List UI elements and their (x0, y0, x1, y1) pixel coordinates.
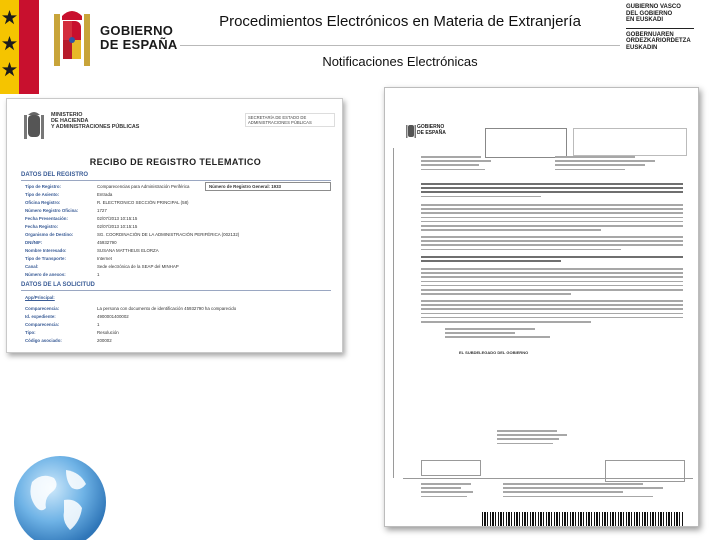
row-key: Canal: (25, 264, 39, 269)
organism-code-box (573, 128, 687, 156)
text-line (421, 187, 683, 189)
text-line (421, 244, 683, 246)
gobierno-espana-wordmark (100, 24, 178, 52)
delegacion-line: EUSKADIN (626, 44, 658, 51)
resolution-paragraph (421, 268, 683, 297)
text-line (421, 212, 683, 214)
delegacion-line: ORDEZKARIORDETZA (626, 38, 691, 45)
row-key: Fecha Presentación: (25, 216, 68, 221)
registro-row (25, 239, 117, 247)
row-value: 1 (97, 322, 100, 327)
section-divider (21, 290, 331, 291)
row-key: Comparecencia: (25, 322, 60, 327)
row-value: 45932790 (97, 240, 117, 245)
text-line (421, 300, 683, 302)
row-key: Número de anexos: (25, 272, 66, 277)
text-line (421, 268, 683, 270)
row-key: Tipo: (25, 330, 36, 335)
solicitud-row (25, 329, 119, 337)
gobierno-line2: DE ESPAÑA (100, 37, 178, 52)
header-divider (180, 45, 620, 46)
delegacion-block-eu (626, 32, 718, 52)
text-line (421, 285, 683, 287)
website-box (421, 460, 481, 476)
footer-right (503, 483, 673, 500)
text-line (421, 249, 621, 251)
text-line (421, 491, 473, 493)
ministry-line: DE HACIENDA (51, 118, 89, 124)
ministry-line: Y ADMINISTRACIONES PÚBLICAS (51, 124, 140, 130)
row-value: 1 (97, 272, 100, 277)
recipient-block (555, 156, 675, 173)
text-line (421, 313, 683, 315)
gobierno-emblem-icon (405, 122, 417, 140)
row-value: R. ELECTRONICO SECCIÓN PRINCIPAL (58) (97, 200, 189, 205)
ministry-name (51, 112, 139, 130)
registro-row (25, 183, 190, 191)
text-line (497, 434, 567, 436)
registro-row (25, 223, 137, 231)
text-line (421, 164, 479, 166)
row-key: Código asociado: (25, 338, 62, 343)
text-line (421, 160, 491, 162)
text-line (421, 293, 571, 295)
footer-left (421, 483, 491, 500)
text-line (555, 156, 635, 158)
text-line (421, 217, 683, 219)
text-line (555, 164, 645, 166)
row-value: 02/07/2013 10:15:15 (97, 224, 138, 229)
vertical-validation-text (391, 148, 397, 478)
resolucion-document (384, 87, 699, 527)
row-value: Resolución (97, 330, 119, 335)
text-line (503, 487, 663, 489)
registro-row (25, 247, 159, 255)
star-icon (2, 10, 17, 25)
star-icon (2, 36, 17, 51)
text-line (503, 491, 623, 493)
text-line (445, 328, 535, 330)
row-key: Número Registro Oficina: (25, 208, 79, 213)
solicitud-row (25, 305, 236, 313)
text-line (421, 240, 683, 242)
solicitud-row (25, 313, 129, 321)
secretaria-line: SECRETARÍA DE ESTADO DE (248, 115, 307, 120)
text-line (421, 191, 683, 193)
ministry-emblem-icon (21, 109, 47, 143)
row-value: 1727 (97, 208, 107, 213)
page-title: Procedimientos Electrónicos en Materia de Extranjería (219, 13, 581, 30)
app-principal-label: App/Principal: (25, 295, 55, 300)
row-value: 200002 (97, 338, 112, 343)
delegacion-line: GUBIERNO VASCO (626, 4, 681, 10)
text-line (421, 156, 481, 158)
text-line (421, 221, 683, 223)
row-key: Oficina Registro: (25, 200, 61, 205)
registro-row (25, 231, 239, 239)
text-line (421, 204, 683, 206)
text-line (555, 169, 625, 171)
text-line (497, 430, 557, 432)
text-line (421, 256, 683, 258)
text-line (421, 483, 471, 485)
text-line (445, 336, 550, 338)
text-line (421, 169, 485, 171)
text-line (421, 281, 683, 283)
logo-divider (626, 28, 694, 29)
ministry-line: MINISTERIO (51, 112, 83, 118)
delegacion-logos (626, 4, 718, 52)
row-value: Internet (97, 256, 112, 261)
text-line (421, 487, 461, 489)
text-line (421, 289, 683, 291)
resolution-paragraph (421, 256, 683, 264)
delegacion-line: EN EUSKADI (626, 17, 664, 24)
resolution-paragraph (421, 183, 683, 200)
row-key: Fecha Registro: (25, 224, 59, 229)
text-line (503, 496, 653, 498)
text-line (421, 208, 683, 210)
row-key: DNI/NIF: (25, 240, 43, 245)
gobierno-wordmark (417, 125, 446, 136)
text-line (421, 225, 683, 227)
text-line (421, 496, 467, 498)
delegacion-line: GOBERNUAREN (626, 31, 674, 38)
section-heading-registro: DATOS DEL REGISTRO (21, 172, 89, 178)
signature-line: EL SUBDELEGADO DEL GOBIERNO (459, 350, 529, 355)
text-line (393, 148, 394, 478)
row-value: SG. COORDINACIÓN DE LA ADMINISTRACIÓN PERIFÉRICA (002132) (97, 232, 240, 237)
page-subtitle: Notificaciones Electrónicas (322, 54, 478, 69)
row-value: Entrada (97, 192, 113, 197)
text-line (421, 236, 683, 238)
resolution-paragraph (421, 300, 683, 325)
barcode (482, 512, 684, 526)
text-line (421, 308, 683, 310)
text-line (503, 483, 643, 485)
star-icon (2, 62, 17, 77)
text-line (421, 304, 683, 306)
recibo-title: RECIBO DE REGISTRO TELEMATICO (89, 157, 262, 167)
registro-row (25, 263, 179, 271)
text-line (445, 332, 515, 334)
text-line (421, 317, 683, 319)
registro-number-box: Número de Registro General: 1933 (205, 182, 331, 191)
row-key: Tipo de Asiento: (25, 192, 60, 197)
gobierno-line: GOBIERNO (417, 124, 445, 130)
text-line (421, 183, 683, 185)
registro-row (25, 255, 112, 263)
secretaria-box (245, 113, 335, 127)
row-value: Sede electrónica de la SEAP del MINHAP (97, 264, 179, 269)
registro-row (25, 191, 112, 199)
section-heading-solicitud: DATOS DE LA SOLICITUD (21, 282, 95, 288)
bullet-list (445, 328, 565, 341)
globe-icon (10, 452, 110, 540)
resolution-paragraph (421, 236, 683, 253)
spain-red-bar (19, 0, 39, 94)
resolution-paragraph (421, 204, 683, 233)
registro-stamp-box (485, 128, 567, 158)
row-value: SUSANA MATTHEUS ELORZA (97, 248, 159, 253)
eu-flag-strip (0, 0, 19, 94)
row-key: Id. expediente: (25, 314, 56, 319)
row-key: Nombre Interesado: (25, 248, 67, 253)
text-line (497, 443, 553, 445)
gobierno-line: DE ESPAÑA (417, 129, 446, 136)
row-value: 02/07/2013 10:15:15 (97, 216, 138, 221)
section-divider (21, 180, 331, 181)
text-line (421, 321, 591, 323)
registro-row (25, 199, 189, 207)
row-value: La persona con documento de identificación 45932790 ha comparecido (97, 306, 237, 311)
recibo-registro-document (6, 98, 343, 353)
registro-row (25, 271, 99, 279)
row-key: Organismo de Destino: (25, 232, 74, 237)
delegacion-block-es (626, 4, 718, 24)
row-key: Comparecencia: (25, 306, 60, 311)
gobierno-line1: GOBIERNO (100, 23, 174, 38)
solicitud-row (25, 321, 99, 329)
sender-address (497, 430, 587, 447)
secretaria-line: ADMINISTRACIONES PÚBLICAS (248, 120, 312, 125)
text-line (421, 272, 683, 274)
row-key: Tipo de Registro: (25, 184, 62, 189)
text-line (421, 276, 683, 278)
text-line (421, 196, 541, 198)
delegacion-line: DEL GOBIERNO (626, 10, 673, 17)
text-line (497, 438, 559, 440)
registro-row (25, 215, 137, 223)
registro-row (25, 207, 107, 215)
row-value: 4900001400002 (97, 314, 129, 319)
text-line (421, 260, 561, 262)
row-key: Tipo de Transporte: (25, 256, 66, 261)
solicitud-row (25, 337, 112, 345)
row-value: Comparecencias para Administración Periférica (97, 184, 190, 189)
text-line (421, 229, 601, 231)
text-line (555, 160, 655, 162)
